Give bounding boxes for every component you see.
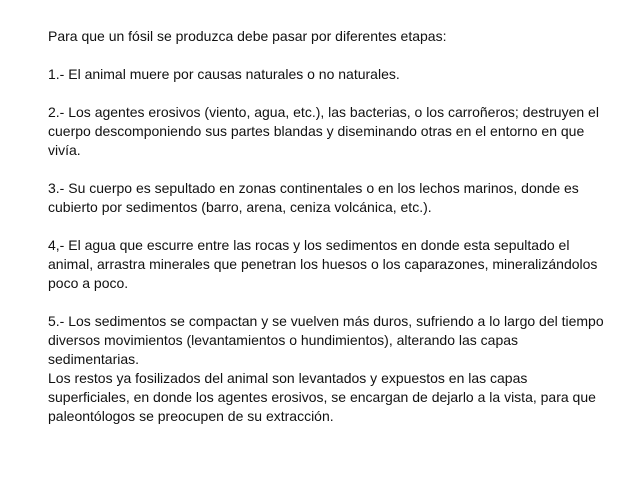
- step-5-text: 5.- Los sedimentos se compactan y se vuelven más duros, sufriendo a lo largo del tiempo diversos movimientos (levantamientos o hundimientos), alterando las capas sedimentarias.: [48, 313, 604, 367]
- step-2-text: 2.- Los agentes erosivos (viento, agua, etc.), las bacterias, o los carroñeros; destruyen el cuerpo descomponiendo sus partes blandas y diseminando otras en el entorno en que vivía.: [48, 104, 599, 158]
- step-3-text: 3.- Su cuerpo es sepultado en zonas continentales o en los lechos marinos, donde es cubierto por sedimentos (barro, arena, ceniza volcánica, etc.).: [48, 180, 579, 215]
- intro-text: Para que un fósil se produzca debe pasar por diferentes etapas:: [48, 28, 447, 44]
- slide-text-body: [48, 27, 606, 426]
- step-4-text: 4,- El agua que escurre entre las rocas y los sedimentos en donde esta sepultado el animal, arrastra minerales que penetran los huesos o los caparazones, mineralizándolos poco a poco.: [48, 237, 598, 291]
- closing-text: Los restos ya fosilizados del animal son levantados y expuestos en las capas superficiales, en donde los agentes erosivos, se encargan de dejarlo a la vista, para que paleontólogos se preocupen de su extracción.: [48, 370, 596, 424]
- step-1-text: 1.- El animal muere por causas naturales o no naturales.: [48, 66, 400, 82]
